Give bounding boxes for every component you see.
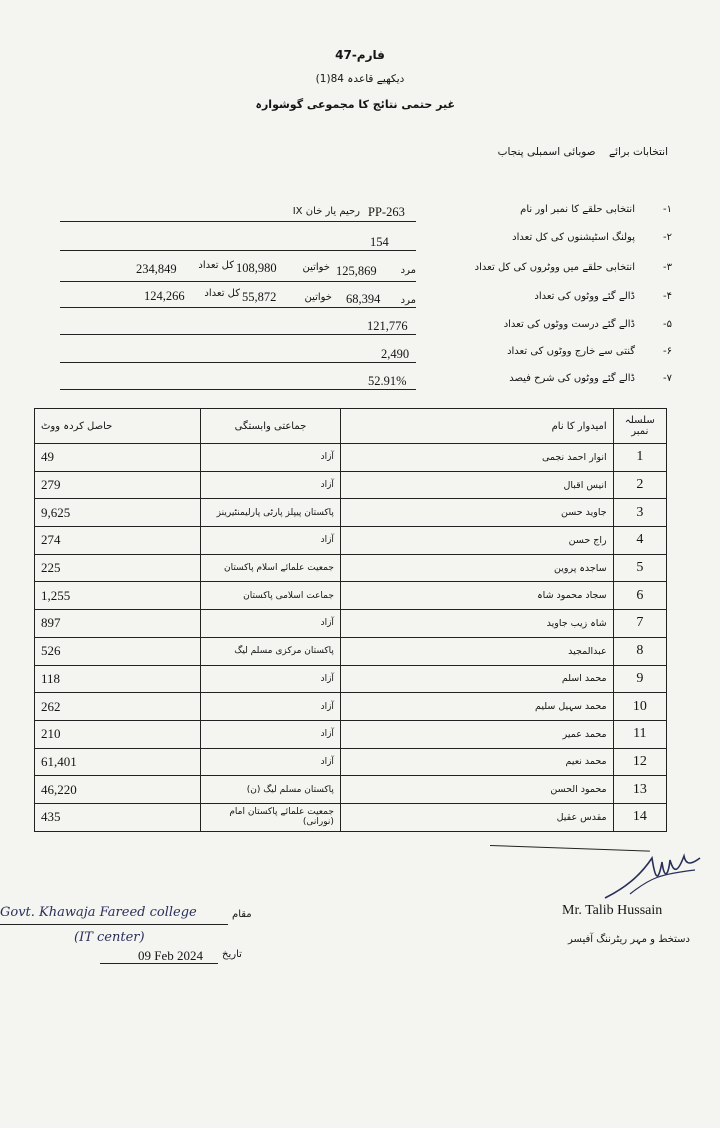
table-body	[35, 444, 667, 832]
votes-cell: 526	[35, 637, 201, 665]
valid-votes-value: 121,776	[367, 319, 408, 333]
party-cell: جماعت اسلامی پاکستان	[201, 582, 341, 610]
candidate-cell: محمد سہیل سلیم	[340, 693, 613, 721]
item-5-line	[60, 334, 416, 335]
item-4-line	[60, 307, 416, 308]
party-cell: آزاد	[201, 693, 341, 721]
item-3-label: انتخابی حلقے میں ووٹروں کی کل تعداد	[474, 262, 635, 273]
candidate-cell: انیس اقبال	[340, 471, 613, 499]
serial-cell: 14	[613, 803, 666, 831]
serial-cell: 13	[613, 776, 666, 804]
votes-cell: 262	[35, 693, 201, 721]
rejected-votes-value: 2,490	[381, 347, 410, 361]
serial-cell: 7	[613, 610, 666, 638]
votes-cell: 118	[35, 665, 201, 693]
candidate-cell: محمد نعیم	[340, 748, 613, 776]
votes-cell: 1,255	[35, 582, 201, 610]
candidate-cell: شاہ زیب جاوید	[340, 610, 613, 638]
item-7-label: ڈالے گئے ووٹوں کی شرح فیصد	[509, 373, 635, 384]
votes-cell: 61,401	[35, 748, 201, 776]
candidate-cell: جاوید حسن	[340, 499, 613, 527]
candidate-cell: راج حسن	[340, 527, 613, 555]
party-cell: آزاد	[201, 610, 341, 638]
place-label: مقام	[232, 909, 252, 920]
item-3-line	[60, 281, 416, 282]
place-handwritten-2: (IT center)	[74, 930, 145, 945]
serial-cell: 10	[613, 693, 666, 721]
votes-cell: 435	[35, 803, 201, 831]
votes-cell: 210	[35, 720, 201, 748]
header-votes: حاصل کردہ ووٹ	[35, 409, 201, 444]
votes-cell: 9,625	[35, 499, 201, 527]
polling-stations-value: 154	[370, 235, 389, 249]
item-6-number: -۶	[663, 346, 672, 357]
date-label: تاریخ	[222, 949, 242, 960]
table-row	[35, 665, 667, 693]
party-cell: جمعیت علمائے اسلام پاکستان	[201, 554, 341, 582]
turnout-value: 52.91%	[368, 374, 407, 388]
serial-cell: 9	[613, 665, 666, 693]
table-row	[35, 554, 667, 582]
returning-officer-title: دستخط و مہر ریٹرننگ آفیسر	[568, 934, 690, 945]
candidate-cell: انوار احمد نجمی	[340, 444, 613, 472]
table-row	[35, 693, 667, 721]
serial-cell: 12	[613, 748, 666, 776]
party-cell: آزاد	[201, 720, 341, 748]
table-row	[35, 720, 667, 748]
table-row	[35, 637, 667, 665]
header-serial: سلسلہ نمبر	[613, 409, 666, 444]
party-cell: آزاد	[201, 444, 341, 472]
serial-cell: 1	[613, 444, 666, 472]
serial-cell: 11	[613, 720, 666, 748]
votes-cell: 46,220	[35, 776, 201, 804]
header-candidate: امیدوار کا نام	[340, 409, 613, 444]
table-row	[35, 471, 667, 499]
registered-total-label: کل تعداد	[198, 260, 234, 271]
returning-officer-name: Mr. Talib Hussain	[562, 903, 663, 918]
serial-cell: 5	[613, 554, 666, 582]
party-cell: پاکستان مرکزی مسلم لیگ	[201, 637, 341, 665]
election-type: انتخابات برائے صوبائی اسمبلی پنجاب	[497, 146, 668, 158]
party-cell: پاکستان مسلم لیگ (ن)	[201, 776, 341, 804]
item-1-line	[60, 221, 416, 222]
item-6-label: گنتی سے خارج ووٹوں کی تعداد	[507, 346, 635, 357]
serial-cell: 4	[613, 527, 666, 555]
candidate-cell: محمود الحسن	[340, 776, 613, 804]
table-row	[35, 803, 667, 831]
item-5-number: -۵	[663, 319, 672, 330]
table-row	[35, 610, 667, 638]
candidate-cell: سجاد محمود شاہ	[340, 582, 613, 610]
document-title: غیر حتمی نتائج کا مجموعی گوشوارہ	[255, 98, 455, 111]
cast-total-value: 124,266	[144, 289, 185, 303]
candidate-cell: ساجدہ پروین	[340, 554, 613, 582]
party-cell: پاکستان پیپلز پارٹی پارلیمنٹیرینز	[201, 499, 341, 527]
party-cell: جمعیت علمائے پاکستان امام (نورانی)	[201, 803, 341, 831]
cast-men-value: 68,394	[346, 292, 381, 306]
registered-men-label: مرد	[400, 265, 416, 276]
votes-cell: 49	[35, 444, 201, 472]
votes-cell: 225	[35, 554, 201, 582]
rule-reference: دیکھیے قاعدہ 84(1)	[315, 73, 405, 85]
party-cell: آزاد	[201, 748, 341, 776]
item-5-label: ڈالے گئے درست ووٹوں کی تعداد	[503, 319, 635, 330]
item-4-label: ڈالے گئے ووٹوں کی تعداد	[534, 291, 635, 302]
table-header-row	[35, 409, 667, 444]
votes-cell: 274	[35, 527, 201, 555]
candidate-cell: عبدالمجید	[340, 637, 613, 665]
constituency-name: رحیم یار خان IX	[292, 206, 360, 217]
table-row	[35, 776, 667, 804]
item-2-number: -۲	[663, 232, 672, 243]
cast-total-label: کل تعداد	[204, 288, 240, 299]
item-2-line	[60, 250, 416, 251]
item-1-label: انتخابی حلقے کا نمبر اور نام	[520, 204, 635, 215]
item-3-number: -۳	[663, 262, 672, 273]
handwritten-signature	[600, 848, 710, 904]
party-cell: آزاد	[201, 471, 341, 499]
cast-women-label: خواتین	[304, 292, 332, 303]
place-line	[0, 924, 228, 925]
table-row	[35, 748, 667, 776]
table-row	[35, 499, 667, 527]
registered-men-value: 125,869	[336, 264, 377, 278]
party-cell: آزاد	[201, 527, 341, 555]
votes-cell: 897	[35, 610, 201, 638]
serial-cell: 6	[613, 582, 666, 610]
registered-women-value: 108,980	[236, 261, 277, 275]
candidate-cell: محمد اسلم	[340, 665, 613, 693]
constituency-code: PP-263	[368, 205, 405, 219]
item-7-number: -۷	[663, 373, 672, 384]
registered-women-label: خواتین	[302, 262, 330, 273]
cast-men-label: مرد	[400, 295, 416, 306]
item-1-number: -۱	[663, 204, 672, 215]
date-value: 09 Feb 2024	[138, 948, 203, 963]
candidate-cell: مقدس عقیل	[340, 803, 613, 831]
results-table	[34, 408, 667, 832]
form-number: فارم-47	[335, 48, 385, 62]
item-7-line	[60, 389, 416, 390]
table-row	[35, 444, 667, 472]
registered-total-value: 234,849	[136, 262, 177, 276]
serial-cell: 8	[613, 637, 666, 665]
header-party: جماعتی وابستگی	[201, 409, 341, 444]
cast-women-value: 55,872	[242, 290, 277, 304]
serial-cell: 3	[613, 499, 666, 527]
item-2-label: پولنگ اسٹیشنوں کی کل تعداد	[512, 232, 635, 243]
table-row	[35, 582, 667, 610]
party-cell: آزاد	[201, 665, 341, 693]
candidate-cell: محمد عمیر	[340, 720, 613, 748]
table-row	[35, 527, 667, 555]
item-6-line	[60, 362, 416, 363]
date-line	[100, 963, 218, 964]
votes-cell: 279	[35, 471, 201, 499]
serial-cell: 2	[613, 471, 666, 499]
place-handwritten: Govt. Khawaja Fareed college	[0, 905, 197, 920]
item-4-number: -۴	[663, 291, 672, 302]
